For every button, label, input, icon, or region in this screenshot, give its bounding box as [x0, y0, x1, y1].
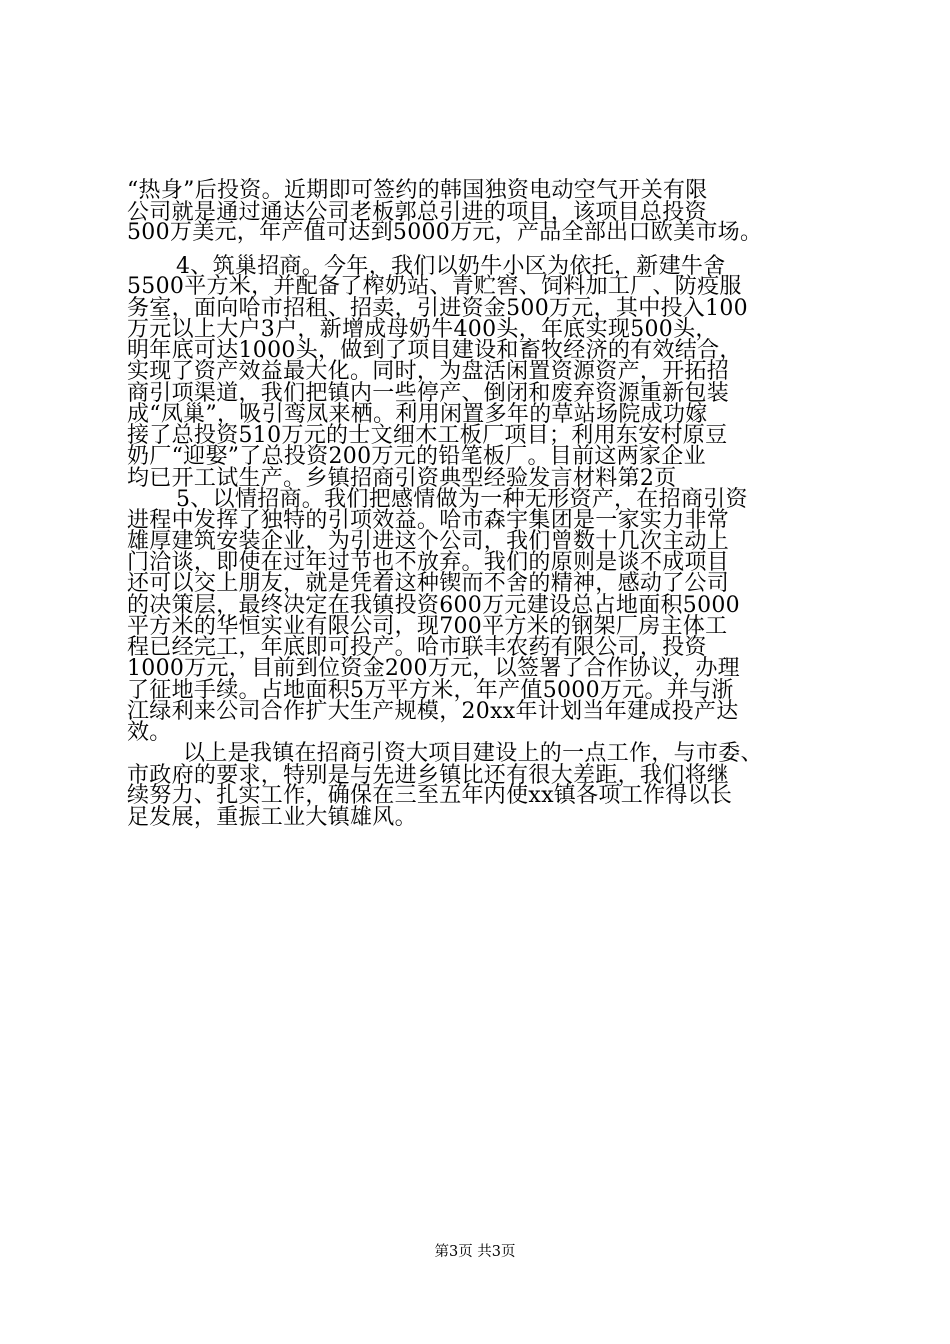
paragraph-line: 务室，面向哈市招租、招卖，引进资金500万元，其中投入100 — [127, 296, 748, 321]
paragraph-line: 门洽谈，即使在过年过节也不放弃。我们的原则是谈不成项目 — [127, 550, 730, 575]
paragraph-line: 均已开工试生产。乡镇招商引资典型经验发言材料第2页 — [127, 466, 677, 491]
paragraph-line: 雄厚建筑安装企业，为引进这个公司，我们曾数十几次主动上 — [127, 529, 730, 554]
paragraph-line: 实现了资产效益最大化。同时，为盘活闲置资源资产，开拓招 — [127, 359, 730, 384]
paragraph-line: 续努力、扎实工作，确保在三至五年内使xx镇各项工作得以长 — [127, 783, 733, 808]
paragraph-line: 公司就是通过通达公司老板郭总引进的项目，该项目总投资 — [127, 200, 707, 225]
paragraph-line: 4、筑巢招商。今年，我们以奶牛小区为依托，新建牛舍 — [176, 254, 726, 279]
paragraph-line: 5500平方米，并配备了榨奶站、青贮窖、饲料加工厂、防疫服 — [127, 274, 742, 299]
paragraph-line: 平方米的华恒实业有限公司，现700平方米的钢架厂房主体工 — [127, 614, 728, 639]
paragraph-line: 商引项渠道，我们把镇内一些停产、倒闭和废弃资源重新包装 — [127, 381, 730, 406]
paragraph-line: 进程中发挥了独特的引项效益。哈市森宇集团是一家实力非常 — [127, 508, 730, 533]
paragraph-line: 500万美元，年产值可达到5000万元，产品全部出口欧美市场。 — [127, 220, 763, 245]
paragraph-line: 奶厂“迎娶”了总投资200万元的铅笔板厂。目前这两家企业 — [127, 444, 706, 469]
paragraph-line: 的决策层，最终决定在我镇投资600万元建设总占地面积5000 — [127, 593, 740, 618]
page-number-footer: 第3页 共3页 — [434, 1244, 516, 1260]
paragraph-line: 5、以情招商。我们把感情做为一种无形资产，在招商引资 — [176, 487, 748, 512]
paragraph-line: 明年底可达1000头，做到了项目建设和畜牧经济的有效结合， — [127, 338, 742, 363]
paragraph-line: 成“凤巢”，吸引鸾凤来栖。利用闲置多年的草站场院成功嫁 — [127, 402, 708, 427]
paragraph-line: 万元以上大户3户，新增成母奶牛400头，年底实现500头， — [127, 317, 718, 342]
paragraph-line: 程已经完工，年底即可投产。哈市联丰农药有限公司，投资 — [127, 635, 707, 660]
paragraph-line: 1000万元，目前到位资金200万元，以签署了合作协议，办理 — [127, 656, 740, 681]
paragraph-line: 以上是我镇在招商引资大项目建设上的一点工作，与市委、 — [183, 741, 763, 766]
paragraph-line: 效。 — [127, 720, 172, 745]
paragraph-line: 市政府的要求，特别是与先进乡镇比还有很大差距，我们将继 — [127, 763, 730, 788]
paragraph-line: 江绿利来公司合作扩大生产规模，20xx年计划当年建成投产达 — [127, 699, 739, 724]
paragraph-line: 了征地手续。占地面积5万平方米，年产值5000万元。并与浙 — [127, 678, 734, 703]
paragraph-line: 还可以交上朋友，就是凭着这种锲而不舍的精神，感动了公司 — [127, 571, 730, 596]
paragraph-line: “热身”后投资。近期即可签约的韩国独资电动空气开关有限 — [127, 178, 708, 203]
paragraph-line: 接了总投资510万元的士文细木工板厂项目；利用东安村原豆 — [127, 423, 728, 448]
paragraph-line: 足发展，重振工业大镇雄风。 — [127, 805, 417, 830]
